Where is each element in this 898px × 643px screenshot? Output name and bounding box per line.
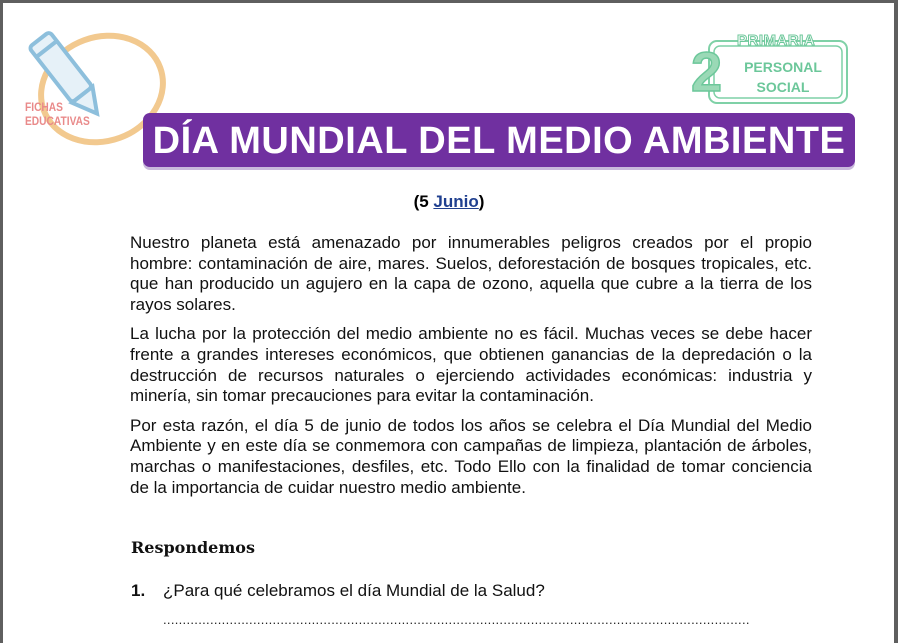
date-link[interactable]: Junio bbox=[433, 192, 479, 211]
question-item: 1. ¿Para qué celebramos el día Mundial de la Salud? bbox=[131, 581, 545, 600]
date-subtitle: (5 Junio) bbox=[413, 192, 485, 211]
paragraph: Por esta razón, el día 5 de junio de todos los años se celebra el Día Mundial del Medio Ambiente y en este día se conmemora con campañas de limpieza, plantación de árboles, marchas o manifestaciones, desfiles, etc. Todo Ello con la finalidad de tomar conciencia de la importancia de cuidar nuestro medio ambiente. bbox=[130, 415, 812, 497]
paragraph: Nuestro planeta está amenazado por innumerables peligros creados por el propio hombre: contaminación de aire, mares. Suelos, deforestación de bosques tropicales, etc. que han producido un agujero en la capa de ozono, aquella que cubre a la tierra de los rayos solares. bbox=[130, 233, 812, 314]
body-text bbox=[130, 233, 812, 507]
page-title: DÍA MUNDIAL DEL MEDIO AMBIENTE bbox=[152, 120, 846, 162]
paragraph: La lucha por la protección del medio ambiente no es fácil. Muchas veces se debe hacer frente a grandes intereses económicos, que obtienen ganancias de la depredación o la destrucción de recursos naturales o ejerciendo actividades económicas: industria y minería, sin tomar precauciones para evitar la contaminación. bbox=[130, 324, 812, 406]
badge-level: PRIMARIA bbox=[737, 32, 816, 49]
title-banner bbox=[143, 113, 855, 167]
badge-subject: PERSONAL SOCIAL bbox=[744, 59, 822, 95]
badge-grade: 2 bbox=[691, 40, 723, 103]
section-title: Respondemos bbox=[131, 538, 255, 557]
answer-line: ...................................................................................................................................................... bbox=[163, 612, 750, 627]
logo-text: FICHAS EDUCATIVAS bbox=[25, 100, 90, 128]
